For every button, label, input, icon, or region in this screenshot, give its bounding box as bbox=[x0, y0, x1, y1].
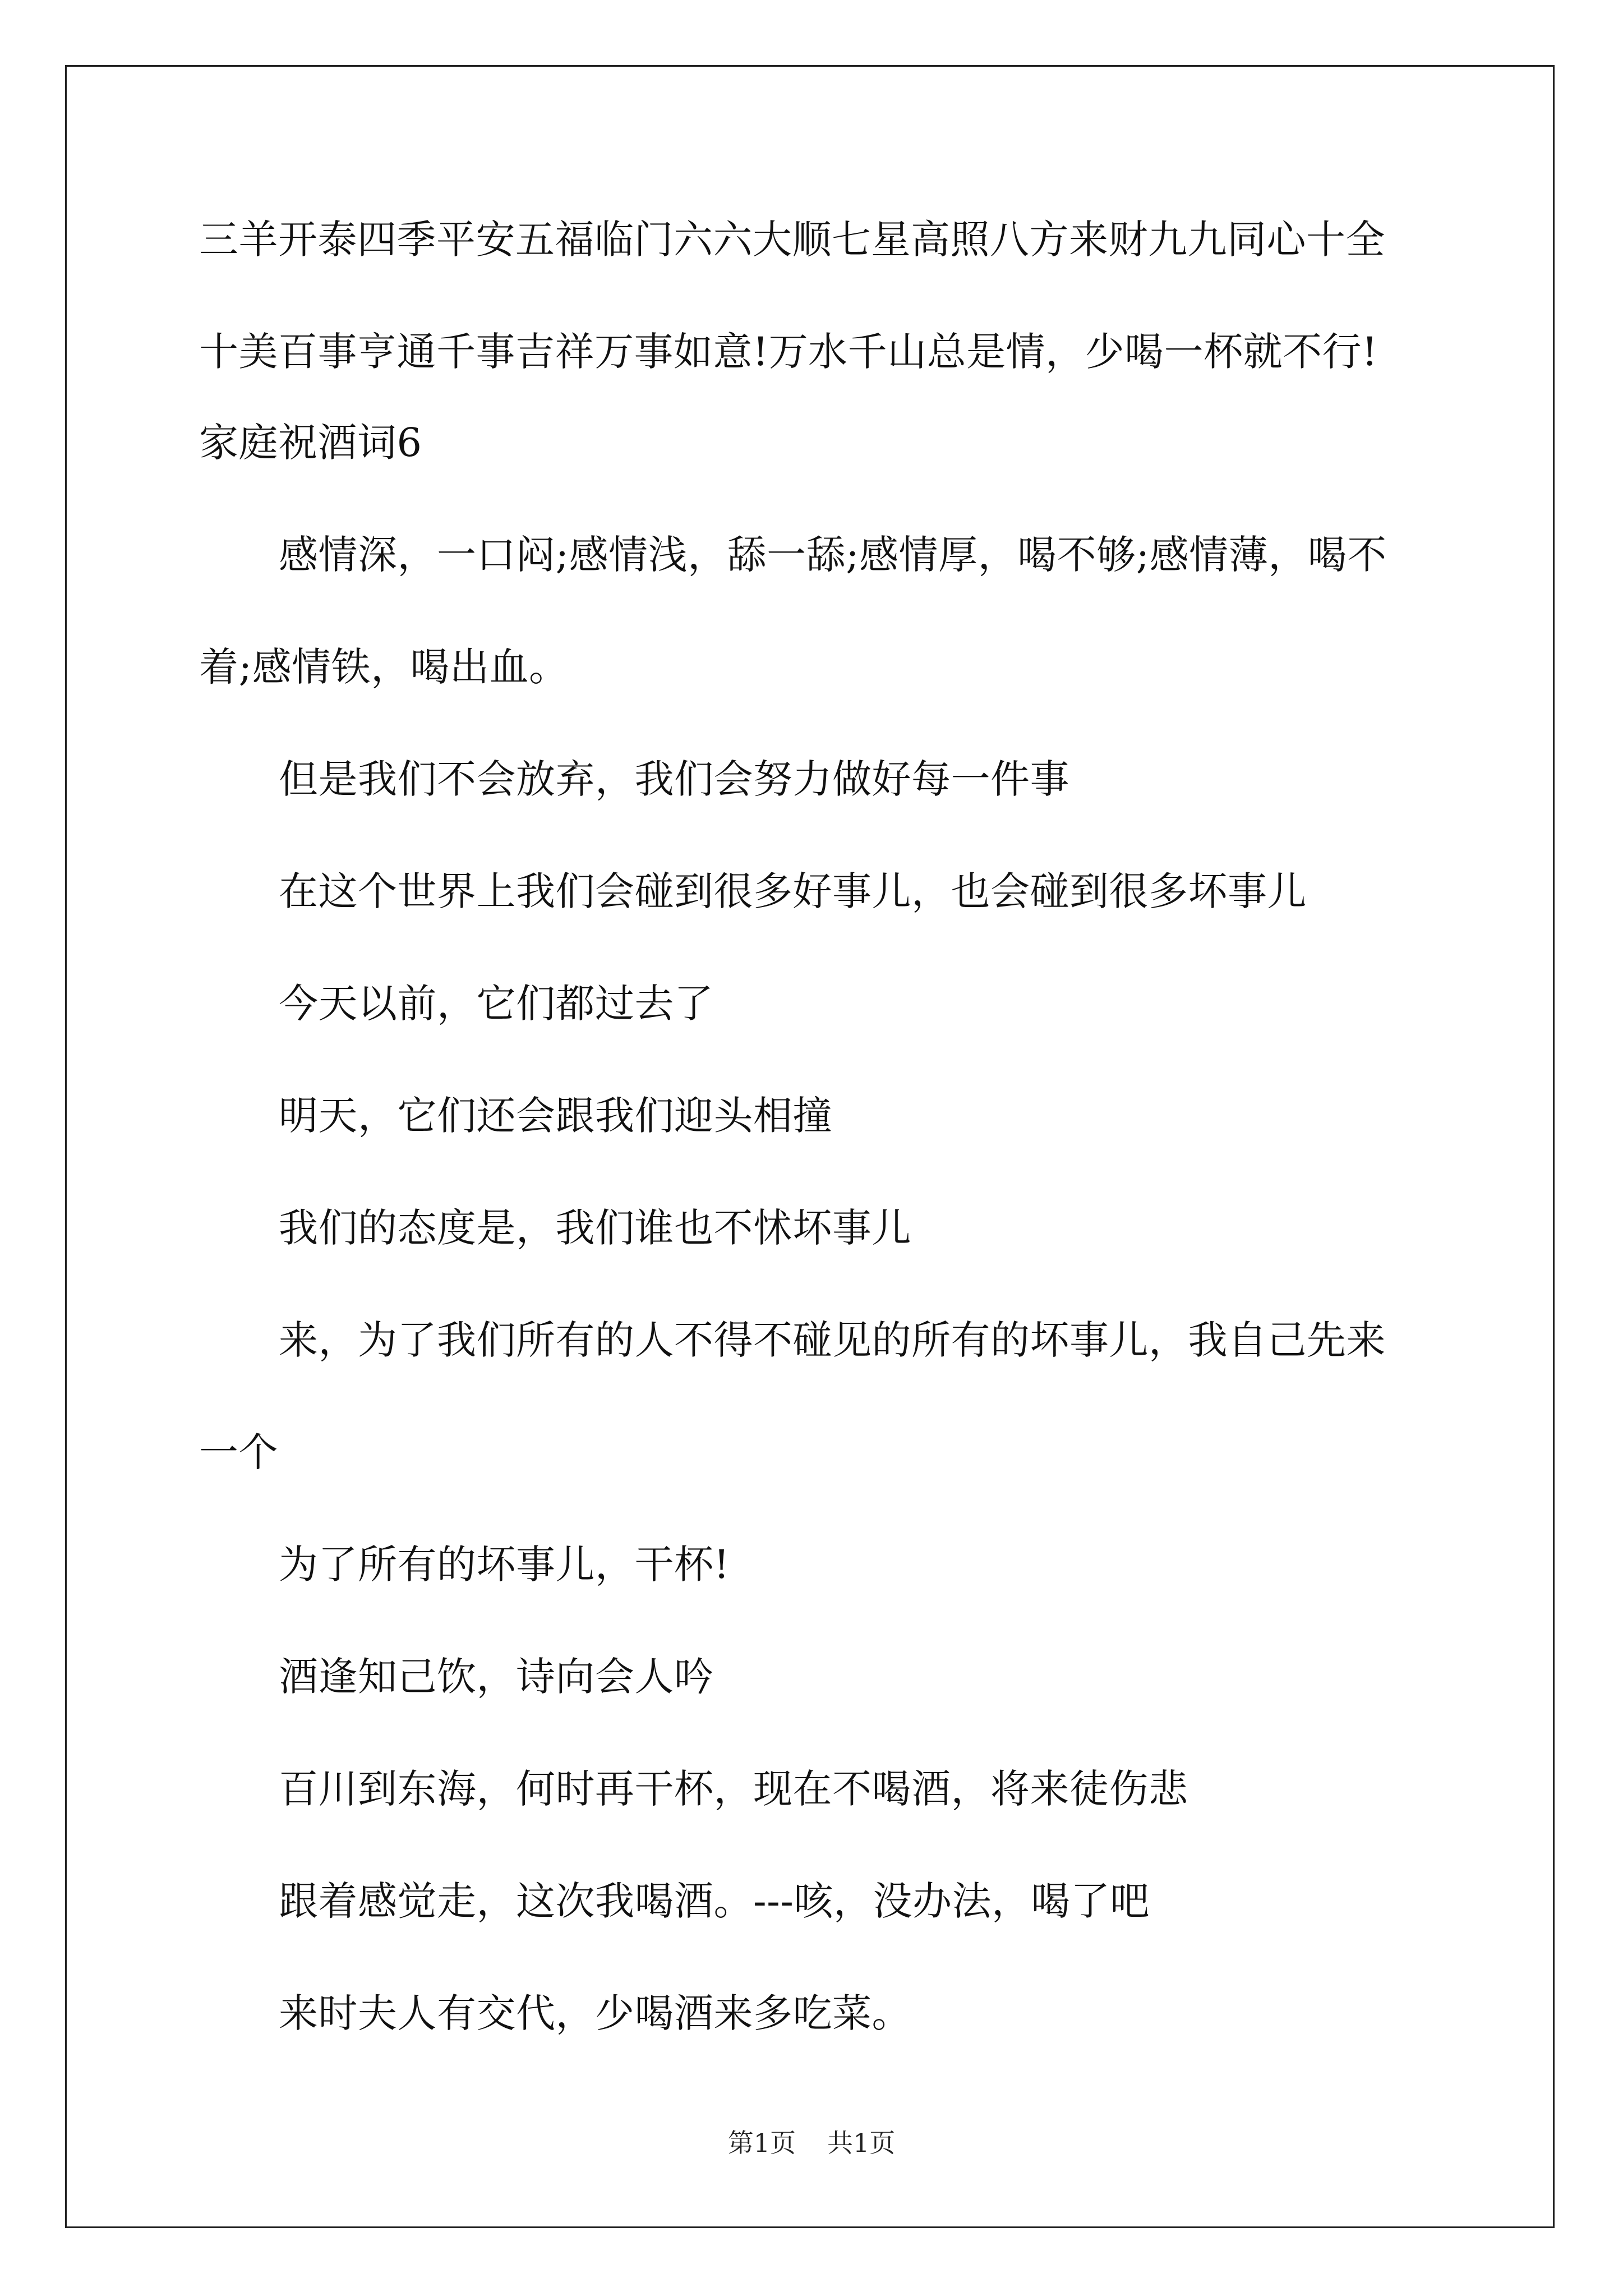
page-number: 第1页 bbox=[727, 2128, 796, 2158]
document-body bbox=[199, 216, 1438, 2037]
paragraph-line: 为了所有的坏事儿，干杯! bbox=[279, 1542, 730, 1588]
paragraph-line: 来时夫人有交代，少喝酒来多吃菜。 bbox=[279, 1990, 911, 2036]
paragraph-line: 酒逢知己饮，诗向会人吟 bbox=[279, 1654, 714, 1700]
paragraph-line: 感情深，一口闷;感情浅，舔一舔;感情厚，喝不够;感情薄，喝不 bbox=[279, 532, 1387, 578]
paragraph-line: 百川到东海，何时再干杯，现在不喝酒，将来徒伤悲 bbox=[279, 1766, 1188, 1812]
section-heading: 家庭祝酒词6 bbox=[199, 420, 422, 466]
paragraph-line: 我们的态度是，我们谁也不怵坏事儿 bbox=[279, 1205, 911, 1251]
paragraph-line: 十美百事亨通千事吉祥万事如意!万水千山总是情，少喝一杯就不行! bbox=[199, 329, 1378, 375]
page-footer bbox=[0, 2127, 1623, 2159]
page-total: 共1页 bbox=[827, 2128, 896, 2158]
paragraph-line: 着;感情铁，喝出血。 bbox=[199, 644, 569, 690]
paragraph-line: 但是我们不会放弃，我们会努力做好每一件事 bbox=[279, 756, 1069, 802]
paragraph-line: 一个 bbox=[199, 1429, 278, 1475]
paragraph-line: 在这个世界上我们会碰到很多好事儿，也会碰到很多坏事儿 bbox=[279, 868, 1307, 914]
paragraph-line: 三羊开泰四季平安五福临门六六大顺七星高照八方来财九九同心十全 bbox=[199, 217, 1385, 263]
paragraph-line: 来，为了我们所有的人不得不碰见的所有的坏事儿，我自己先来 bbox=[279, 1317, 1386, 1363]
paragraph-line: 今天以前，它们都过去了 bbox=[279, 981, 714, 1027]
paragraph-line: 跟着感觉走，这次我喝酒。---咳，没办法，喝了吧 bbox=[279, 1878, 1150, 1924]
paragraph-line: 明天，它们还会跟我们迎头相撞 bbox=[279, 1093, 832, 1139]
